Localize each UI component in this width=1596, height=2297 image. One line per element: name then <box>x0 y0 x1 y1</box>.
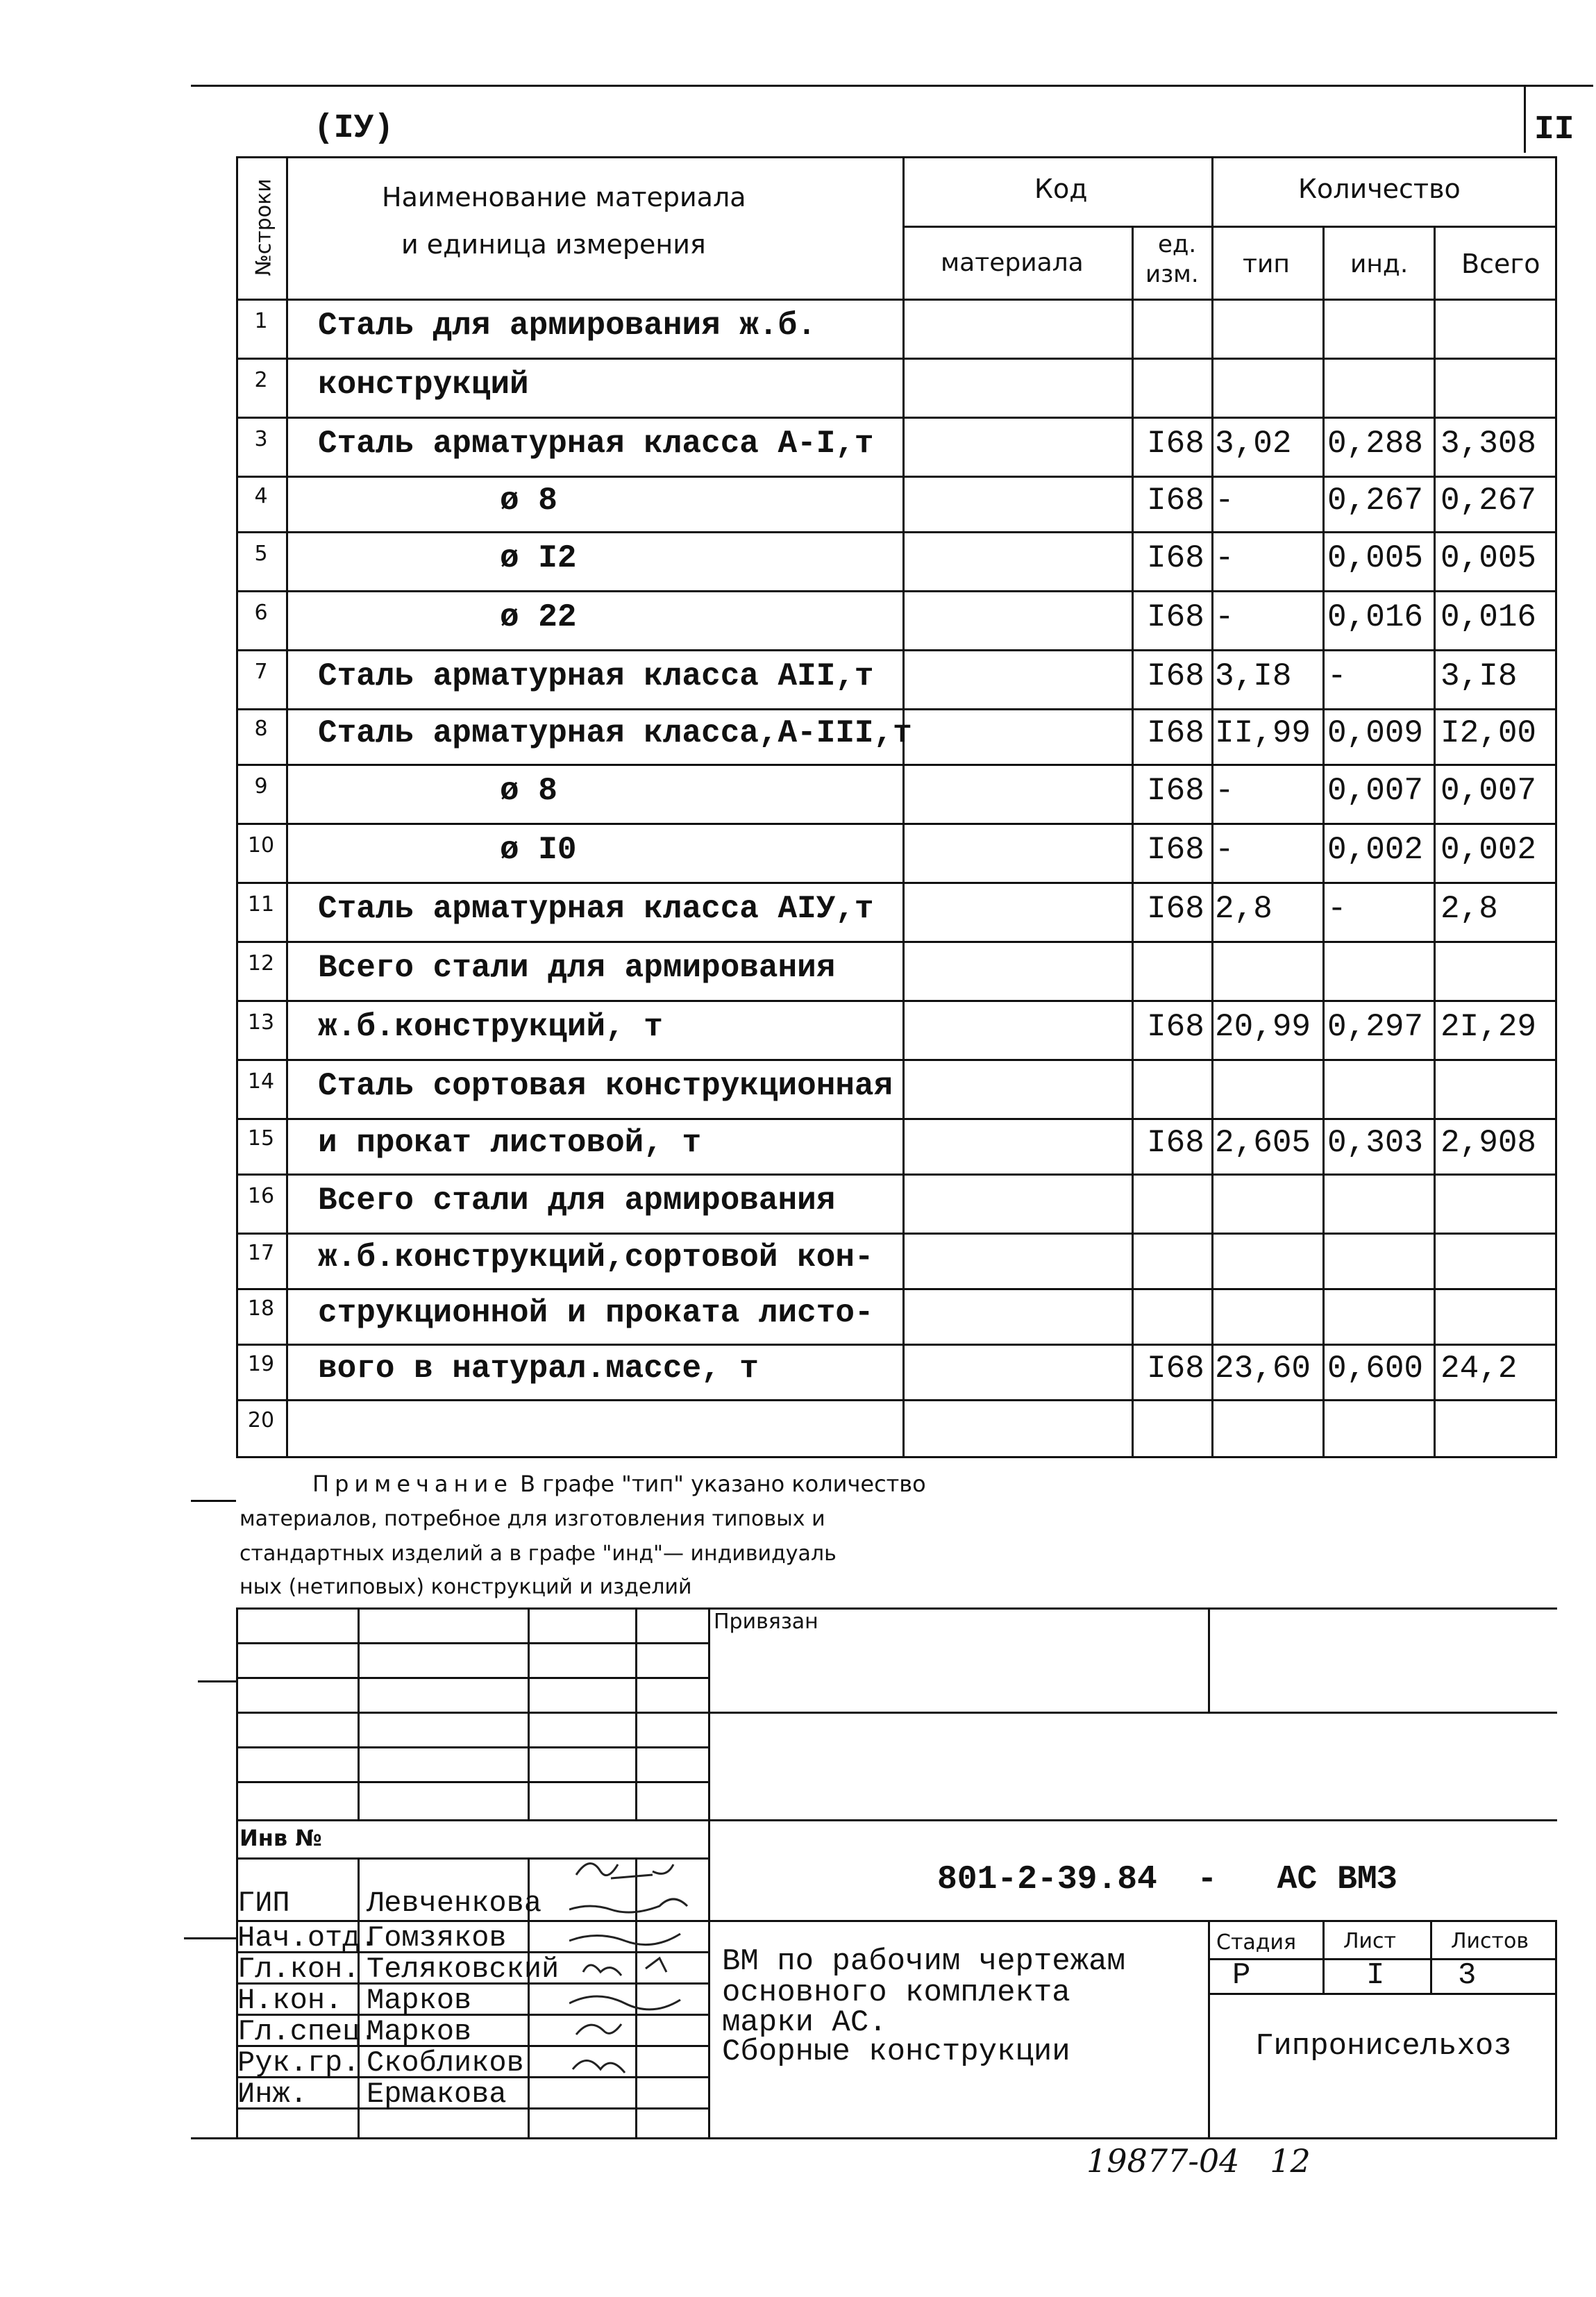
sheet-value: I <box>1366 1958 1385 1993</box>
row-material-name: Сталь для армирования ж.б. <box>318 307 816 344</box>
note-line-2: материалов, потребное для изготовления типовых и <box>240 1507 825 1531</box>
stamp-line-a <box>236 1642 708 1644</box>
row-unit-code: I68 <box>1147 772 1204 809</box>
row-qty-ind: - <box>1327 890 1347 927</box>
row-qty-type: 20,99 <box>1215 1008 1311 1045</box>
row-qty-total: 2,908 <box>1440 1125 1537 1161</box>
stage-v2 <box>1430 1920 1432 1993</box>
row-qty-ind: - <box>1327 658 1347 694</box>
stamp-right <box>1555 1920 1557 2139</box>
header-name-line2: и единица измерения <box>401 229 706 260</box>
row-material-name: ø 22 <box>500 599 577 635</box>
signature-role: Инж. <box>237 2078 308 2111</box>
row-material-name: ж.б.конструкций, т <box>318 1008 663 1045</box>
row-material-name: Всего стали для армирования <box>318 949 836 986</box>
row-material-name: Сталь арматурная класса АII,т <box>318 658 874 694</box>
header-qty-ind: инд. <box>1350 250 1409 278</box>
header-mid-line <box>902 226 1557 228</box>
stamp-v1 <box>358 1857 360 2139</box>
row-qty-ind: 0,002 <box>1327 831 1424 868</box>
row-material-name: ж.б.конструкций,сортовой кон- <box>318 1239 874 1276</box>
row-qty-type: 3,I8 <box>1215 658 1292 694</box>
stamp-line-inv <box>236 1819 1557 1821</box>
row-qty-type: 23,60 <box>1215 1351 1311 1387</box>
row-qty-type: - <box>1215 599 1234 635</box>
stamp-v4 <box>708 1607 710 2139</box>
row-qty-ind: 0,005 <box>1327 540 1424 576</box>
row-separator <box>236 708 1557 710</box>
header-code-unit-1: ед. <box>1158 231 1197 258</box>
row-qty-ind: 0,303 <box>1327 1125 1424 1161</box>
row-material-name: конструкций <box>318 366 529 403</box>
doc-title-2: основного комплекта <box>722 1976 1070 2010</box>
row-qty-total: 2,8 <box>1440 890 1498 927</box>
row-separator <box>236 1118 1557 1120</box>
row-unit-code: I68 <box>1147 599 1204 635</box>
signature-name: Гомзяков <box>367 1921 507 1955</box>
row-separator <box>236 358 1557 360</box>
row-unit-code: I68 <box>1147 831 1204 868</box>
row-qty-total: 24,2 <box>1440 1351 1518 1387</box>
signature-role: ГИП <box>237 1887 290 1920</box>
row-separator <box>236 1173 1557 1176</box>
row-qty-ind: 0,600 <box>1327 1351 1424 1387</box>
header-code-material: материала <box>941 249 1084 277</box>
row-qty-ind: 0,267 <box>1327 483 1424 519</box>
row-number: 6 <box>254 600 268 625</box>
row-qty-type: II,99 <box>1215 715 1311 751</box>
signature-role: Н.кон. <box>237 1984 343 2017</box>
row-number: 10 <box>247 833 275 858</box>
row-qty-total: 0,005 <box>1440 540 1537 576</box>
row-number: 4 <box>254 484 268 508</box>
row-qty-ind: 0,009 <box>1327 715 1424 751</box>
row-number: 17 <box>247 1241 275 1265</box>
row-number: 3 <box>254 426 268 451</box>
row-qty-ind: 0,007 <box>1327 772 1424 809</box>
header-qty-type: тип <box>1243 250 1290 278</box>
row-unit-code: I68 <box>1147 715 1204 751</box>
signature-role: Нач.отд. <box>237 1921 378 1955</box>
stage-label: Стадия <box>1216 1930 1297 1955</box>
attached-label: Привязан <box>714 1610 818 1634</box>
row-qty-type: - <box>1215 831 1234 868</box>
stage-v1 <box>1322 1920 1325 1993</box>
row-material-name: ø I0 <box>500 831 577 868</box>
stamp-attached-split <box>1208 1607 1210 1712</box>
margin-tick-1 <box>191 1500 236 1502</box>
row-qty-type: - <box>1215 540 1234 576</box>
row-material-name: струкционной и проката листо- <box>318 1295 874 1331</box>
stamp-line-d <box>236 1746 708 1748</box>
row-unit-code: I68 <box>1147 1008 1204 1045</box>
header-name-line1: Наименование материала <box>382 182 746 212</box>
row-material-name: Сталь арматурная класса АIУ,т <box>318 890 874 927</box>
row-qty-ind: 0,288 <box>1327 425 1424 462</box>
row-qty-type: 2,8 <box>1215 890 1272 927</box>
signature-name: Скобликов <box>367 2046 524 2080</box>
row-separator <box>236 1399 1557 1401</box>
stamp-line-attached <box>708 1712 1557 1714</box>
section-code: (IУ) <box>314 110 394 147</box>
row-material-name: Сталь сортовая конструкционная <box>318 1067 893 1104</box>
row-qty-total: 0,007 <box>1440 772 1537 809</box>
header-code-unit-2: изм. <box>1145 260 1199 288</box>
row-number: 13 <box>247 1010 275 1035</box>
row-qty-total: 0,002 <box>1440 831 1537 868</box>
row-qty-total: 0,267 <box>1440 483 1537 519</box>
row-separator <box>236 1288 1557 1290</box>
row-separator <box>236 1000 1557 1002</box>
row-unit-code: I68 <box>1147 483 1204 519</box>
header-qty-total: Всего <box>1461 249 1540 279</box>
row-unit-code: I68 <box>1147 1351 1204 1387</box>
corner-box-left <box>1524 85 1526 153</box>
table-top-line <box>236 156 1557 158</box>
row-number: 8 <box>254 717 268 741</box>
row-material-name: Сталь арматурная класса А-I,т <box>318 425 874 462</box>
stamp-line-c <box>236 1712 708 1714</box>
sheet-label: Лист <box>1343 1929 1397 1953</box>
row-unit-code: I68 <box>1147 658 1204 694</box>
row-separator <box>236 590 1557 592</box>
table-col-rownum <box>286 156 288 1458</box>
row-separator <box>236 649 1557 651</box>
row-material-name: ø 8 <box>500 772 557 809</box>
row-material-name: вого в натурал.массе, т <box>318 1351 759 1387</box>
stamp-v2-top <box>528 1607 530 1819</box>
sheets-label: Листов <box>1451 1929 1529 1953</box>
document-code: 801-2-39.84 - АС ВМЗ <box>937 1861 1397 1898</box>
row-qty-ind: 0,297 <box>1327 1008 1424 1045</box>
stamp-bottom-line <box>191 2137 1557 2139</box>
table-col-material <box>1132 226 1134 1458</box>
sheets-value: 3 <box>1458 1958 1477 1993</box>
inv-no-label: Инв № <box>240 1825 322 1851</box>
row-separator <box>236 476 1557 478</box>
header-bottom-line <box>236 299 1557 301</box>
row-material-name: ø I2 <box>500 540 577 576</box>
row-qty-type: 2,605 <box>1215 1125 1311 1161</box>
stamp-line-e <box>236 1781 708 1783</box>
stage-line-2 <box>1208 1993 1557 1995</box>
note-line-1 <box>312 1471 926 1497</box>
table-col-ind <box>1434 226 1436 1458</box>
signature-name: Марков <box>367 1984 472 2017</box>
row-number: 9 <box>254 774 268 799</box>
table-bottom-line <box>236 1456 1557 1458</box>
row-number: 7 <box>254 659 268 684</box>
doc-title-1: ВМ по рабочим чертежам <box>722 1944 1125 1979</box>
sheet-corner-number: II <box>1534 111 1574 149</box>
signature-name: Теляковский <box>367 1953 560 1986</box>
signature-name: Ермакова <box>367 2078 507 2111</box>
row-separator <box>236 823 1557 825</box>
table-col-unit <box>1211 156 1213 1458</box>
row-qty-type: 3,02 <box>1215 425 1292 462</box>
row-qty-total: I2,00 <box>1440 715 1537 751</box>
row-separator <box>236 1344 1557 1346</box>
row-separator <box>236 417 1557 419</box>
row-number: 18 <box>247 1296 275 1321</box>
row-separator <box>236 531 1557 533</box>
row-qty-type: - <box>1215 483 1234 519</box>
row-number: 5 <box>254 541 268 566</box>
doc-title-4: Сборные конструкции <box>722 2035 1070 2069</box>
row-separator <box>236 1233 1557 1235</box>
row-separator <box>236 1059 1557 1061</box>
row-unit-code: I68 <box>1147 425 1204 462</box>
note-line-3: стандартных изделий а в графе "инд"— индивидуаль <box>240 1542 837 1566</box>
organization-name: Гипронисельхоз <box>1255 2029 1512 2064</box>
row-qty-type: - <box>1215 772 1234 809</box>
stage-value: Р <box>1232 1958 1251 1993</box>
top-border <box>191 85 1593 87</box>
signature-role: Рук.гр. <box>237 2046 360 2080</box>
row-qty-total: 3,I8 <box>1440 658 1518 694</box>
table-col-type <box>1322 226 1325 1458</box>
signature-name: Левченкова <box>367 1887 542 1920</box>
header-quantity: Количество <box>1298 174 1461 204</box>
stamp-v1-top <box>358 1607 360 1819</box>
doc-title-3: марки АС. <box>722 2005 887 2040</box>
row-number: 15 <box>247 1126 275 1151</box>
header-code: Код <box>1034 174 1088 204</box>
stamp-v5 <box>1208 1920 1210 2139</box>
row-material-name: Сталь арматурная класса,А-III,т <box>318 715 912 751</box>
table-right-border <box>1555 156 1557 1458</box>
row-qty-ind: 0,016 <box>1327 599 1424 635</box>
row-number: 2 <box>254 367 268 392</box>
row-number: 1 <box>254 308 268 333</box>
margin-tick-2 <box>198 1680 236 1682</box>
header-row-number: №строки <box>251 178 276 276</box>
stamp-line-b <box>236 1677 708 1679</box>
signature-scribbles <box>569 1851 708 2170</box>
row-unit-code: I68 <box>1147 540 1204 576</box>
row-material-name: ø 8 <box>500 483 557 519</box>
signature-role: Гл.кон. <box>237 1953 360 1986</box>
stamp-v3-top <box>635 1607 637 1819</box>
row-separator <box>236 764 1557 766</box>
row-separator <box>236 882 1557 884</box>
note-line-1-text: В графе "тип" указано количество <box>512 1471 926 1497</box>
row-material-name: Всего стали для армирования <box>318 1182 836 1219</box>
row-number: 20 <box>247 1408 275 1433</box>
row-separator <box>236 941 1557 943</box>
row-unit-code: I68 <box>1147 890 1204 927</box>
note-label: Примечание <box>312 1471 513 1497</box>
signature-name: Марков <box>367 2015 472 2048</box>
row-number: 11 <box>247 892 275 917</box>
row-qty-total: 3,308 <box>1440 425 1537 462</box>
row-material-name: и прокат листовой, т <box>318 1125 702 1161</box>
row-unit-code: I68 <box>1147 1125 1204 1161</box>
stamp-top-line <box>236 1607 1557 1610</box>
row-qty-total: 2I,29 <box>1440 1008 1537 1045</box>
table-col-name <box>902 156 905 1458</box>
signature-role: Гл.спец. <box>237 2015 378 2048</box>
footer-handwritten-number: 19877-04 12 <box>1086 2142 1311 2180</box>
row-number: 16 <box>247 1183 275 1208</box>
row-number: 19 <box>247 1352 275 1376</box>
note-line-4: ных (нетиповых) конструкций и изделий <box>240 1575 692 1599</box>
row-number: 12 <box>247 951 275 976</box>
row-qty-total: 0,016 <box>1440 599 1537 635</box>
row-number: 14 <box>247 1069 275 1094</box>
margin-tick-3 <box>184 1937 236 1939</box>
